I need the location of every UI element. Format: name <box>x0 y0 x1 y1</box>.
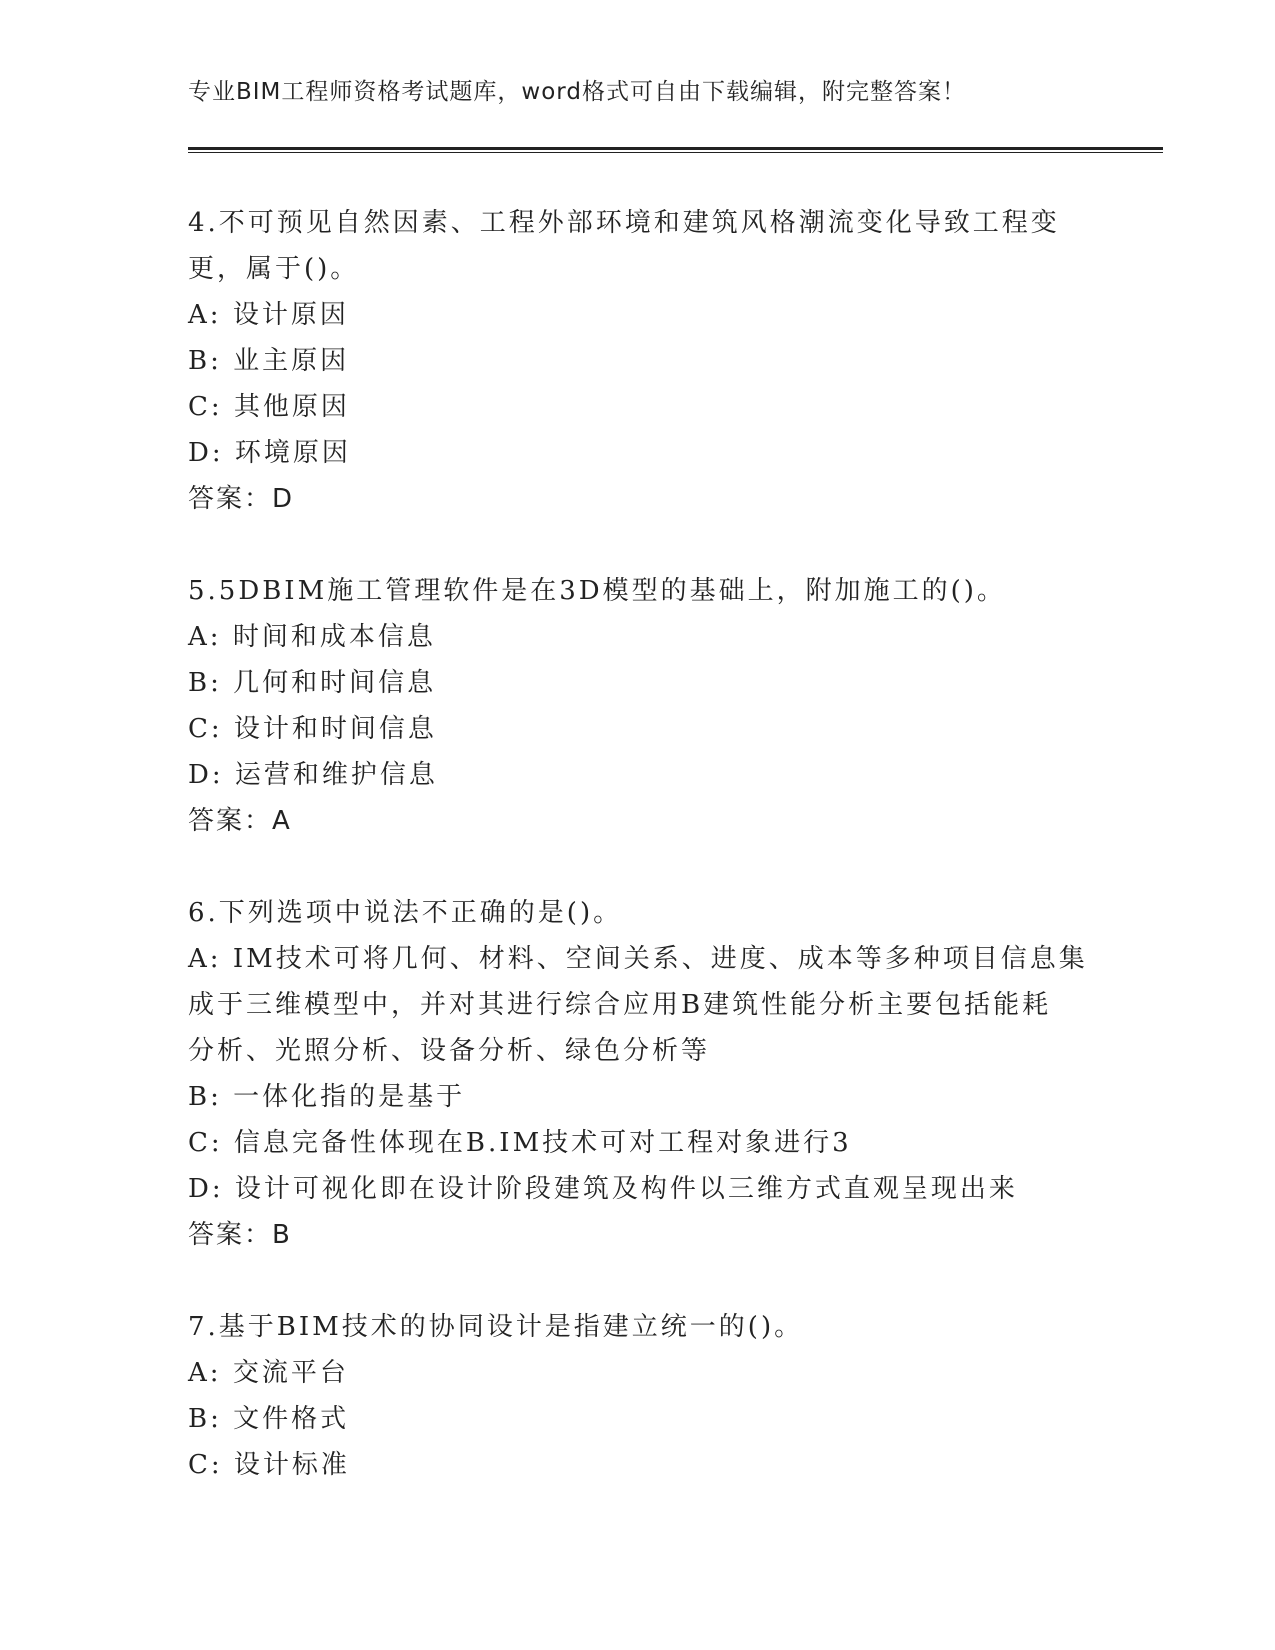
option-text: 运营和维护信息 <box>234 760 438 790</box>
option-key: C: <box>188 1128 223 1158</box>
option-c <box>188 1442 1088 1488</box>
option-a-continued: 分析、光照分析、设备分析、绿色分析等 <box>188 1036 711 1066</box>
question-stem-line: 4.不可预见自然因素、工程外部环境和建筑风格潮流变化导致工程变 <box>188 208 1060 238</box>
option-text: IM技术可将几何、材料、空间关系、进度、成本等多种项目信息集 <box>232 944 1088 974</box>
option-text: 一体化指的是基于 <box>233 1082 466 1112</box>
option-d <box>188 1166 1088 1212</box>
option-d <box>188 430 1088 476</box>
question-list <box>188 200 1088 1534</box>
option-text: 环境原因 <box>234 438 351 468</box>
answer-label: 答案：B <box>188 1220 292 1250</box>
option-text: 信息完备性体现在B.IM技术可对工程对象进行3 <box>233 1128 852 1158</box>
option-key: A: <box>188 622 222 652</box>
option-c <box>188 1120 1088 1166</box>
option-text: 几何和时间信息 <box>233 668 437 698</box>
option-key: A: <box>188 300 222 330</box>
option-text: 文件格式 <box>233 1404 350 1434</box>
option-c <box>188 706 1088 752</box>
question-stem-line: 6.下列选项中说法不正确的是()。 <box>188 898 623 928</box>
option-text: 其他原因 <box>233 392 350 422</box>
answer-label: 答案：D <box>188 484 295 514</box>
page-header: 专业BIM工程师资格考试题库，word格式可自由下载编辑，附完整答案！ <box>188 79 966 105</box>
option-text: 业主原因 <box>233 346 350 376</box>
option-a <box>188 936 1088 982</box>
option-a <box>188 1350 1088 1396</box>
option-a <box>188 614 1088 660</box>
option-a-continued: 成于三维模型中，并对其进行综合应用B建筑性能分析主要包括能耗 <box>188 990 1052 1020</box>
option-key: B: <box>188 1404 222 1434</box>
option-key: A: <box>188 944 222 974</box>
option-text: 时间和成本信息 <box>232 622 436 652</box>
question-stem-line: 更，属于()。 <box>188 254 360 284</box>
option-key: B: <box>188 1082 222 1112</box>
option-key: B: <box>188 346 222 376</box>
option-b <box>188 660 1088 706</box>
option-key: B: <box>188 668 222 698</box>
option-key: C: <box>188 1450 223 1480</box>
header-rule-thin <box>188 152 1163 153</box>
answer-label: 答案：A <box>188 806 292 836</box>
option-key: D: <box>188 438 224 468</box>
option-key: D: <box>188 1174 224 1204</box>
option-text: 交流平台 <box>232 1358 349 1388</box>
question-5 <box>188 568 1088 844</box>
header-rule-thick <box>188 147 1163 150</box>
option-d <box>188 752 1088 798</box>
option-key: D: <box>188 760 224 790</box>
option-b <box>188 1074 1088 1120</box>
option-text: 设计和时间信息 <box>233 714 437 744</box>
question-6 <box>188 890 1088 1258</box>
option-text: 设计标准 <box>233 1450 350 1480</box>
question-4 <box>188 200 1088 522</box>
option-b <box>188 1396 1088 1442</box>
option-text: 设计可视化即在设计阶段建筑及构件以三维方式直观呈现出来 <box>234 1174 1018 1204</box>
option-key: C: <box>188 392 223 422</box>
question-stem-line: 7.基于BIM技术的协同设计是指建立统一的()。 <box>188 1312 804 1342</box>
option-key: A: <box>188 1358 222 1388</box>
question-7 <box>188 1304 1088 1488</box>
question-stem-line: 5.5DBIM施工管理软件是在3D模型的基础上，附加施工的()。 <box>188 576 1006 606</box>
option-b <box>188 338 1088 384</box>
option-c <box>188 384 1088 430</box>
option-key: C: <box>188 714 223 744</box>
option-a <box>188 292 1088 338</box>
option-text: 设计原因 <box>232 300 349 330</box>
